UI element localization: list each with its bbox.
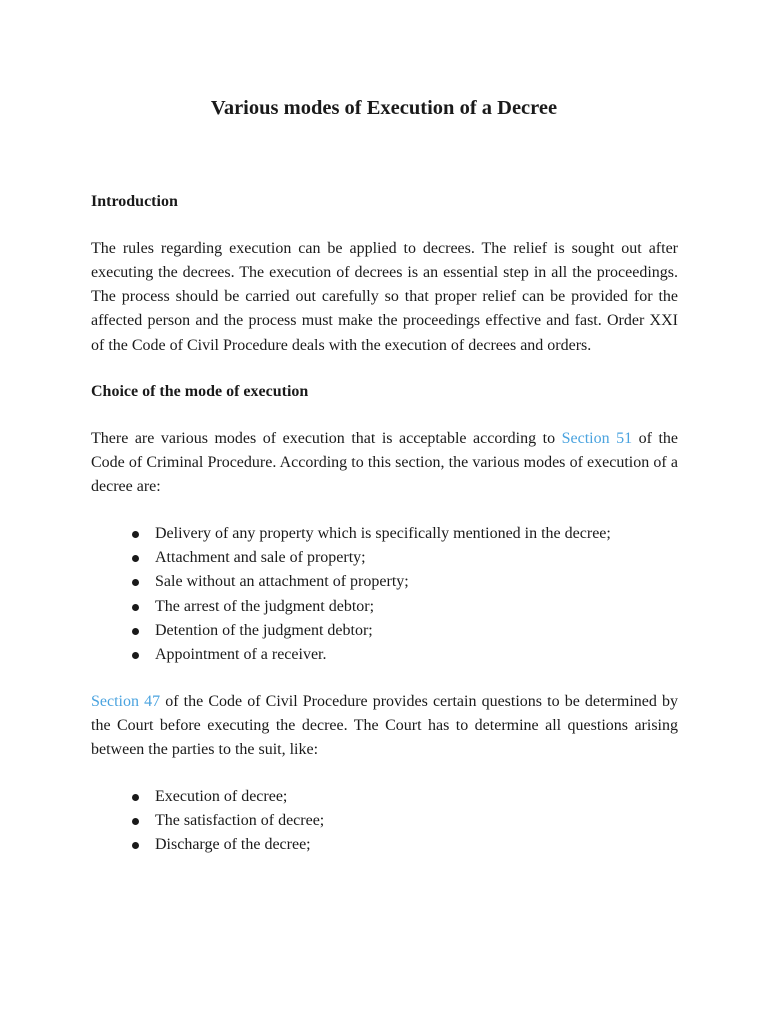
list-item <box>91 546 678 570</box>
document-title: Various modes of Execution of a Decree <box>210 97 558 119</box>
list-item-text: The arrest of the judgment debtor; <box>155 597 375 615</box>
list-item-text: Discharge of the decree; <box>155 836 311 854</box>
list-item <box>91 643 678 667</box>
bullet-icon <box>132 604 139 611</box>
bullet-icon <box>132 579 139 586</box>
list-item-text: Delivery of any property which is specifically mentioned in the decree; <box>155 525 611 543</box>
bullet-icon <box>132 794 139 801</box>
section-47-paragraph-tail: of the Code of Civil Procedure provides certain questions to be determined by the Court before executing the decree. The Court has to determine all questions arising between the parties to the suit, like: <box>91 692 678 759</box>
list-item-text: The satisfaction of decree; <box>155 812 325 830</box>
list-item <box>91 833 678 857</box>
court-questions-list <box>91 785 678 858</box>
list-item-text: Detention of the judgment debtor; <box>155 621 373 639</box>
document-body <box>91 190 678 880</box>
list-item-text: Appointment of a receiver. <box>155 646 327 664</box>
choice-paragraph <box>91 427 678 500</box>
bullet-icon <box>132 555 139 562</box>
list-item <box>91 595 678 619</box>
list-item-text: Sale without an attachment of property; <box>155 573 409 591</box>
list-item-text: Execution of decree; <box>155 787 288 805</box>
execution-modes-list <box>91 522 678 667</box>
list-item <box>91 785 678 809</box>
bullet-icon <box>132 842 139 849</box>
section-47-paragraph <box>91 690 678 763</box>
section-51-link[interactable]: Section 51 <box>561 429 633 447</box>
bullet-icon <box>132 818 139 825</box>
list-item-text: Attachment and sale of property; <box>155 549 366 567</box>
introduction-paragraph: The rules regarding execution can be applied to decrees. The relief is sought out after executing the decrees. The execution of decrees is an essential step in all the proceedings. The process should be carried out carefully so that proper relief can be provided for the affected person and the process must make the proceedings effective and fast. Order XXI of the Code of Civil Procedure deals with the execution of decrees and orders. <box>91 239 678 354</box>
choice-paragraph-tail: of the Code of Criminal Procedure. According to this section, the various modes of execution of a decree are: <box>91 429 679 496</box>
list-item <box>91 619 678 643</box>
list-item <box>91 522 678 546</box>
bullet-icon <box>132 652 139 659</box>
introduction-heading: Introduction <box>91 193 178 210</box>
choice-heading: Choice of the mode of execution <box>91 383 309 401</box>
list-item <box>91 570 678 594</box>
bullet-icon <box>132 628 139 635</box>
choice-paragraph-lead: There are various modes of execution that is acceptable according to <box>91 429 562 447</box>
section-47-link[interactable]: Section 47 <box>91 692 161 710</box>
bullet-icon <box>132 531 139 538</box>
list-item <box>91 809 678 833</box>
